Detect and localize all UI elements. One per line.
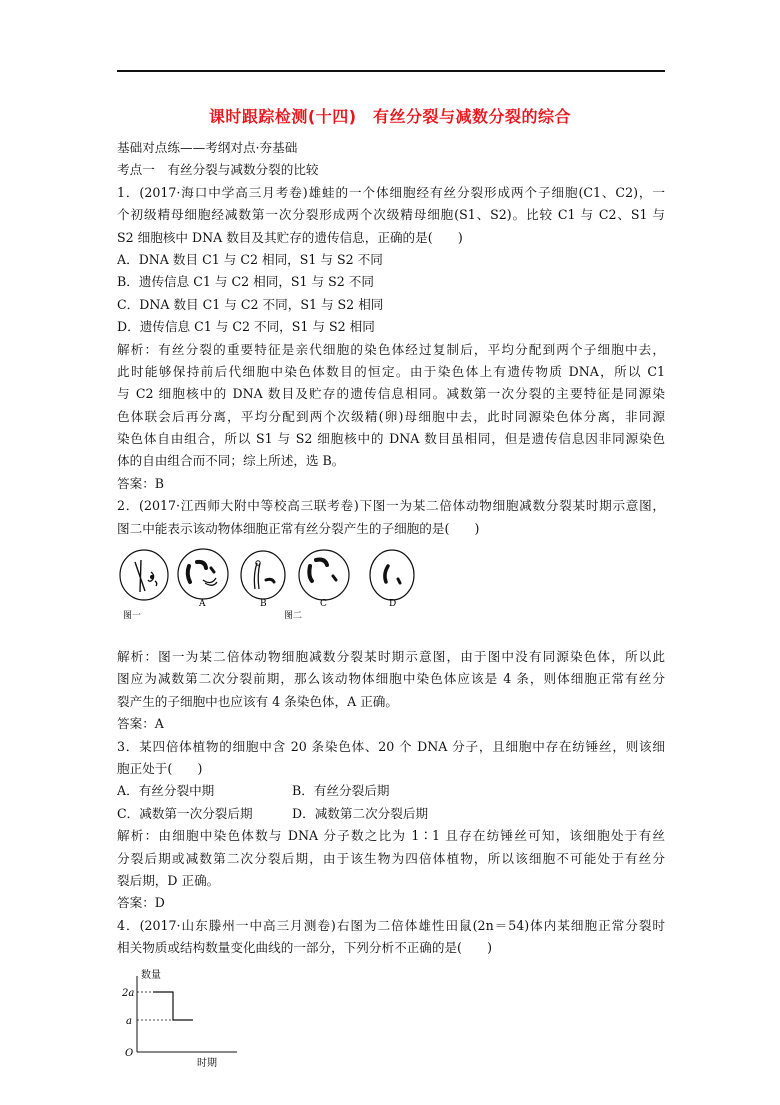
document-body: [117, 137, 665, 1070]
q1-analysis-line: 染色体自由组合，所以 S1 与 S2 细胞核中的 DNA 数目虽相同，但是遗传信息因非同源染色: [117, 431, 665, 447]
q1-option-a: A．DNA 数目 C1 与 C2 相同，S1 与 S2 不同: [117, 251, 383, 267]
y-axis-label: 数量: [141, 969, 161, 981]
q3-options-row: [117, 803, 665, 825]
q1-stem-line: S2 细胞核中 DNA 数目及其贮存的遗传信息，正确的是( ): [117, 229, 463, 245]
section-heading: 基础对点练——考纲对点·夯基础: [117, 140, 298, 155]
q3-analysis-line: 裂后期，D 正确。: [117, 872, 220, 888]
q1-analysis-line: 色体联会后再分离，平均分配到两个次级精(卵)母细胞中去，此时同源染色体分离，非同源: [117, 408, 665, 424]
q3-analysis-line: 解析：由细胞中染色体数与 DNA 分子数之比为 1∶1 且存在纺锤丝可知，该细胞处于有丝: [117, 828, 665, 844]
cell-figures: [117, 544, 665, 630]
q2-analysis-line: 裂产生的子细胞中也应该有 4 条染色体，A 正确。: [117, 693, 398, 709]
q1-option-b: B．遗传信息 C1 与 C2 相同，S1 与 S2 不同: [117, 274, 374, 290]
q1-stem-line: 1．(2017·海口中学高三月考卷)雄蛙的一个体细胞经有丝分裂形成两个子细胞(C1、C2)，一: [117, 184, 665, 200]
origin-label: O: [125, 1047, 134, 1059]
q3-option-b: B．有丝分裂后期: [292, 783, 390, 799]
q4-stem-line: 4．(2017·山东滕州一中高三月测卷)右图为二倍体雄性田鼠(2n＝54)体内某细胞正常分裂时: [117, 917, 665, 933]
quantity-chart: [117, 966, 257, 1070]
cell-c-label: C: [320, 599, 327, 610]
q3-stem-line: 胞正处于( ): [117, 760, 203, 776]
q2-analysis-line: 解析：图一为某二倍体动物细胞减数分裂某时期示意图，由于图中没有同源染色体，所以此: [117, 649, 665, 665]
figure2-label: 图二: [284, 611, 303, 622]
cell-a-label: A: [199, 599, 206, 610]
cell-diagram: [117, 544, 437, 630]
cell-d-label: D: [389, 599, 397, 610]
q1-analysis-line: 与 C2 细胞核中的 DNA 数目及贮存的遗传信息相同。减数第一次分裂的主要特征是同源染: [117, 386, 665, 402]
q1-analysis-line: 体的自由组合而不同；综上所述，选 B。: [117, 453, 345, 469]
page-title: 课时跟踪检测(十四) 有丝分裂与减数分裂的综合: [208, 107, 572, 126]
cell-b-label: B: [260, 599, 267, 610]
q1-stem-line: 个初级精母细胞经减数第一次分裂形成两个次级精母细胞(S1、S2)。比较 C1 与 C2、S1 与: [117, 207, 665, 223]
cell-b: [241, 551, 285, 599]
q3-options-row: [117, 780, 665, 802]
topic-heading: 考点一 有丝分裂与减数分裂的比较: [117, 162, 319, 178]
q3-option-a: A．有丝分裂中期: [117, 783, 215, 799]
q3-analysis-line: 分裂后期或减数第二次分裂后期，由于该生物为四倍体植物，所以该细胞不可能处于有丝分: [117, 850, 665, 866]
q3-option-c: C．减数第一次分裂后期: [117, 805, 253, 821]
q1-answer: 答案：B: [117, 475, 165, 491]
tick-a: a: [126, 1015, 132, 1027]
tick-2a: 2a: [122, 987, 135, 999]
q1-option-d: D．遗传信息 C1 与 C2 不同，S1 与 S2 相同: [117, 319, 375, 335]
figure1-cell: [120, 550, 168, 600]
cell-c: [299, 550, 349, 600]
quantity-graph: [117, 966, 665, 1070]
quantity-curve: [153, 992, 193, 1020]
q3-answer: 答案：D: [117, 895, 165, 911]
header-rule: [117, 70, 665, 72]
q3-stem-line: 3．某四倍体植物的细胞中含 20 条染色体、20 个 DNA 分子，且细胞中存在纺锤丝，则该细: [117, 738, 665, 754]
q1-option-c: C．DNA 数目 C1 与 C2 不同，S1 与 S2 相同: [117, 296, 384, 312]
q3-option-d: D．减数第二次分裂后期: [292, 805, 429, 821]
cell-a: [178, 549, 228, 599]
q1-analysis-line: 此时能够保持前后代细胞中染色体数目的恒定。由于染色体上有遗传物质 DNA，所以 C1: [117, 363, 665, 379]
figure1-label: 图一: [123, 611, 142, 622]
q2-analysis-line: 图应为减数第二次分裂前期，那么该动物体细胞中染色体应该是 4 条，则体细胞正常有丝分: [117, 671, 665, 687]
q2-answer: 答案：A: [117, 716, 164, 732]
q4-stem-line: 相关物质或结构数量变化曲线的一部分，下列分析不正确的是( ): [117, 940, 493, 956]
q1-analysis-line: 解析：有丝分裂的重要特征是亲代细胞的染色体经过复制后，平均分配到两个子细胞中去，: [117, 341, 665, 357]
x-axis-label: 时期: [197, 1057, 217, 1069]
cell-d: [370, 550, 414, 600]
q2-stem-line: 图二中能表示该动物体细胞正常有丝分裂产生的子细胞的是( ): [117, 520, 480, 536]
q2-stem-line: 2．(2017·江西师大附中等校高三联考卷)下图一为某二倍体动物细胞减数分裂某时期示意图，: [117, 498, 665, 514]
